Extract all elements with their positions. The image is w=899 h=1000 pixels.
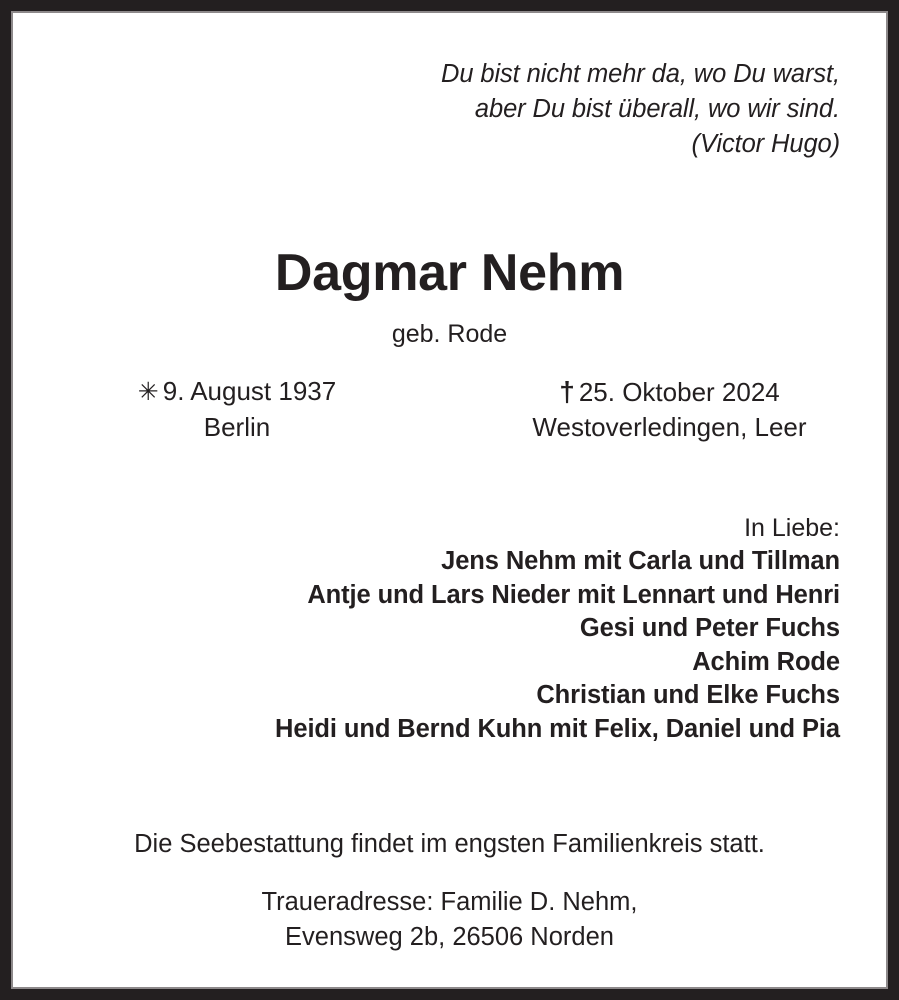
life-dates [13,374,886,454]
death-date: 25. Oktober 2024 [578,377,780,407]
death-column [513,374,826,445]
deceased-name: Dagmar Nehm [274,244,625,302]
mourning-address [13,885,886,955]
family-member: Antje und Lars Nieder mit Lennart und Henri [307,580,840,609]
family-member: Heidi und Bernd Kuhn mit Felix, Daniel und Pia [275,714,840,743]
family-list [13,511,840,746]
notice-content [13,13,886,987]
notice-paper [13,13,886,987]
address-line-2: Evensweg 2b, 26506 Norden [285,923,614,951]
death-date-line [513,374,826,410]
deceased-maiden-name: geb. Rode [391,320,508,348]
birth-place: Berlin [203,412,271,442]
quote-line-2: aber Du bist überall, wo wir sind. [474,95,840,123]
birth-column [87,374,387,445]
funeral-note: Die Seebestattung findet im engsten Familienkreis statt. [134,830,765,858]
address-line-1: Traueradresse: Familie D. Nehm, [261,888,638,916]
quote-attribution: (Victor Hugo) [691,130,840,158]
family-member: Christian und Elke Fuchs [536,681,840,709]
family-member: Gesi und Peter Fuchs [579,614,840,642]
birth-star-icon: ✳ [137,378,159,406]
birth-date-line [87,374,387,410]
family-member: Achim Rode [692,647,840,676]
quote-line-1: Du bist nicht mehr da, wo Du warst, [441,60,840,88]
family-heading: In Liebe: [744,514,840,542]
death-place: Westoverledingen, Leer [532,412,807,442]
death-cross-icon: † [559,376,575,407]
memorial-quote [13,57,840,162]
birth-date: 9. August 1937 [162,376,337,406]
family-member: Jens Nehm mit Carla und Tillman [441,547,840,575]
